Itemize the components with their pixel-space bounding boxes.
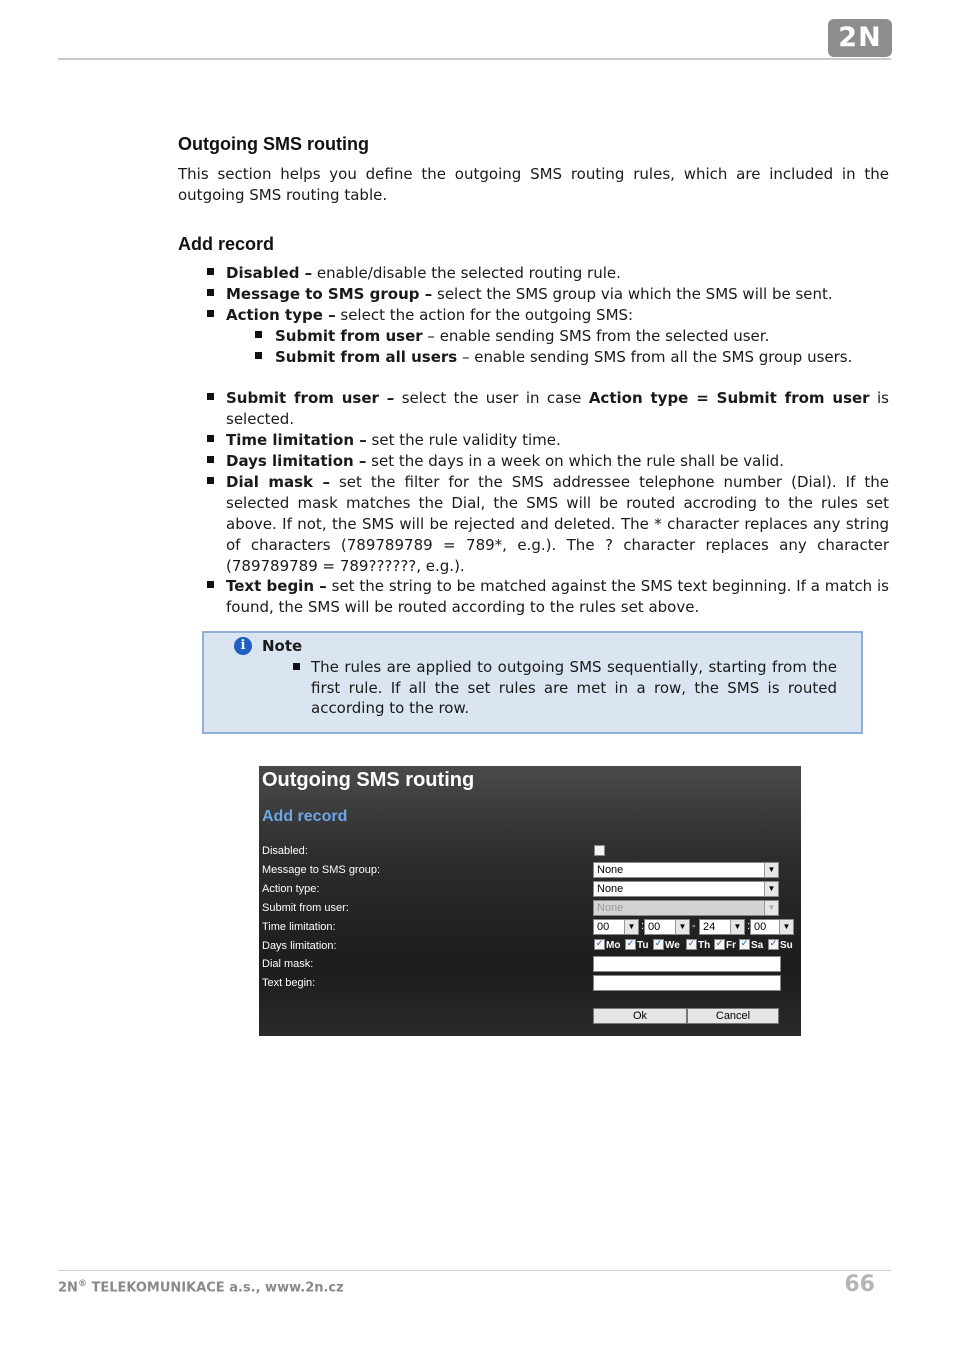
time-colon: : — [641, 920, 645, 932]
submit-user-select[interactable]: None ▼ — [593, 900, 779, 916]
bullet — [207, 393, 214, 400]
label-disabled: Disabled: — [262, 845, 308, 857]
time-from-hour-select[interactable]: 00 ▼ — [593, 919, 639, 935]
label-days-limitation: Days limitation: — [262, 940, 337, 952]
form-title: Outgoing SMS routing — [262, 769, 475, 791]
text-begin-input[interactable] — [593, 975, 781, 991]
footer-divider — [58, 1270, 891, 1271]
header-divider — [58, 58, 891, 60]
list-item: Text begin – set the string to be matched against the SMS text beginning. If a match is found, the SMS will be routed according to the rules set above. — [226, 577, 890, 616]
action-type-select[interactable]: None ▼ — [593, 881, 779, 897]
time-colon: : — [747, 920, 751, 932]
section-title-outgoing: Outgoing SMS routing — [178, 134, 369, 154]
form-subtitle: Add record — [262, 808, 348, 825]
list-item: Days limitation – set the days in a week on which the rule shall be valid. — [226, 452, 784, 470]
day-checkbox-tu[interactable]: ✓ — [626, 939, 635, 949]
note-title: Note — [262, 637, 303, 655]
day-checkbox-th[interactable]: ✓ — [687, 939, 696, 949]
sub-bullet — [255, 331, 262, 338]
ok-button[interactable]: Ok — [593, 1008, 687, 1024]
day-label: Su — [780, 940, 793, 951]
dial-mask-input[interactable] — [593, 956, 781, 972]
sub-list-item: Submit from all users – enable sending SMS from all the SMS group users. — [275, 348, 853, 366]
time-to-hour-select[interactable]: 24 ▼ — [699, 919, 745, 935]
section-title-add-record: Add record — [178, 234, 275, 254]
company-logo: 2N — [828, 19, 892, 57]
list-item: Message to SMS group – select the SMS group via which the SMS will be sent. — [226, 285, 833, 303]
note-text: The rules are applied to outgoing SMS sequentially, starting from the first rule. If all the set rules are met in a row, the SMS is routed according to the row. — [311, 658, 837, 717]
bullet — [207, 477, 214, 484]
bullet — [207, 581, 214, 588]
label-action-type: Action type: — [262, 883, 320, 895]
sub-list-item: Submit from user – enable sending SMS from the selected user. — [275, 327, 770, 345]
list-item: Submit from user – select the user in case Action type = Submit from user is selected. — [226, 389, 889, 428]
day-label: Tu — [637, 940, 649, 951]
bullet — [207, 310, 214, 317]
day-checkbox-fr[interactable]: ✓ — [715, 939, 724, 949]
label-time-limitation: Time limitation: — [262, 921, 336, 933]
day-label: Sa — [751, 940, 764, 951]
bullet — [207, 435, 214, 442]
day-checkbox-su[interactable]: ✓ — [769, 939, 778, 949]
time-to-minute-select[interactable]: 00 ▼ — [750, 919, 794, 935]
screenshot-add-record-form — [259, 766, 801, 1036]
chevron-down-icon: ▼ — [764, 863, 778, 877]
day-label: Fr — [726, 940, 736, 951]
page-number: 66 — [844, 1272, 875, 1297]
label-submit-user: Submit from user: — [262, 902, 349, 914]
chevron-down-icon: ▼ — [730, 920, 744, 934]
footer-company: 2N® TELEKOMUNIKACE a.s., www.2n.cz — [58, 1279, 344, 1296]
day-label: Th — [698, 940, 711, 951]
day-checkbox-mo[interactable]: ✓ — [595, 939, 604, 949]
cancel-button[interactable]: Cancel — [687, 1008, 779, 1024]
info-icon: i — [234, 637, 252, 655]
bullet — [293, 663, 300, 670]
day-checkbox-sa[interactable]: ✓ — [740, 939, 749, 949]
sub-bullet — [255, 352, 262, 359]
bullet — [207, 268, 214, 275]
chevron-down-icon: ▼ — [779, 920, 793, 934]
sms-group-select[interactable]: None ▼ — [593, 862, 779, 878]
label-text-begin: Text begin: — [262, 977, 316, 989]
bullet — [207, 289, 214, 296]
chevron-down-icon: ▼ — [624, 920, 638, 934]
chevron-down-icon: ▼ — [764, 901, 778, 915]
list-item: Disabled – enable/disable the selected routing rule. — [226, 264, 621, 282]
chevron-down-icon: ▼ — [675, 920, 689, 934]
bullet — [207, 456, 214, 463]
label-dial-mask: Dial mask: — [262, 958, 314, 970]
note-box — [202, 631, 863, 734]
time-dash: - — [692, 920, 696, 932]
list-item: Time limitation – set the rule validity time. — [226, 431, 561, 449]
disabled-checkbox[interactable] — [594, 845, 605, 856]
list-item: Action type – select the action for the outgoing SMS: — [226, 306, 634, 324]
label-sms-group: Message to SMS group: — [262, 864, 381, 876]
time-from-minute-select[interactable]: 00 ▼ — [644, 919, 690, 935]
day-label: We — [665, 940, 680, 951]
day-checkbox-we[interactable]: ✓ — [654, 939, 663, 949]
day-label: Mo — [606, 940, 621, 951]
list-item: Dial mask – set the filter for the SMS addressee telephone number (Dial). If the selected mask matches the Dial, the SMS will be routed accroding to the rules set above. If not, the SMS will be rejected and deleted. The * character replaces any string of characters (789789789 = 789*, e.g.). The ? character replaces any character (789789789 = 789??????, e.g.). — [226, 473, 889, 575]
chevron-down-icon: ▼ — [764, 882, 778, 896]
section-intro: This section helps you define the outgoing SMS routing rules, which are included in the outgoing SMS routing table. — [178, 165, 889, 204]
